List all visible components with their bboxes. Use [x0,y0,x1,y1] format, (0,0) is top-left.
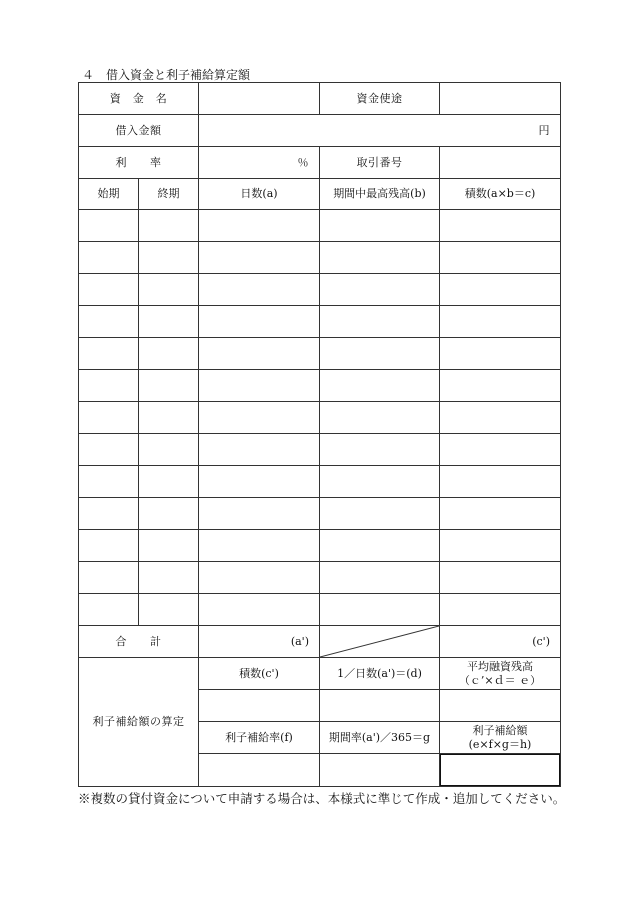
max-balance-field[interactable] [320,338,440,370]
days-field[interactable] [199,498,320,530]
average-balance-field[interactable] [440,690,561,722]
days-field[interactable] [199,370,320,402]
end-date-field[interactable] [139,402,199,434]
end-date-field[interactable] [139,562,199,594]
period-row [79,370,561,402]
interest-rate-label: 利 率 [79,147,199,179]
fund-name-field[interactable] [199,83,320,115]
product-total-field[interactable]: (c') [440,626,561,658]
fund-use-field[interactable] [440,83,561,115]
subsidy-amount-label-line1: 利子補給額 [472,724,528,738]
product-field[interactable] [440,242,561,274]
diagonal-cell [320,626,440,658]
subsidy-amount-field[interactable] [440,754,561,787]
days-total-field[interactable]: (a') [199,626,320,658]
product-field[interactable] [440,210,561,242]
fund-name-label: 資 金 名 [79,83,199,115]
transaction-number-label: 取引番号 [320,147,440,179]
yen-unit: 円 [538,123,550,137]
start-date-field[interactable] [79,274,139,306]
period-row [79,498,561,530]
end-column-header: 終期 [139,179,199,210]
period-row [79,306,561,338]
start-date-field[interactable] [79,242,139,274]
period-row [79,338,561,370]
max-balance-field[interactable] [320,402,440,434]
period-rate-field[interactable] [320,754,440,787]
start-date-field[interactable] [79,306,139,338]
period-row [79,466,561,498]
total-label: 合 計 [79,626,199,658]
product-field[interactable] [440,562,561,594]
product-field[interactable] [440,274,561,306]
days-column-header: 日数(a) [199,179,320,210]
end-date-field[interactable] [139,338,199,370]
average-balance-label-line1: 平均融資残高 [467,660,533,674]
period-row [79,594,561,626]
product-field[interactable] [440,402,561,434]
max-balance-field[interactable] [320,498,440,530]
subsidy-amount-label [440,722,561,754]
max-balance-field[interactable] [320,434,440,466]
period-row [79,530,561,562]
end-date-field[interactable] [139,434,199,466]
start-date-field[interactable] [79,338,139,370]
max-balance-field[interactable] [320,306,440,338]
product-field[interactable] [440,370,561,402]
start-date-field[interactable] [79,530,139,562]
days-field[interactable] [199,402,320,434]
transaction-number-field[interactable] [440,147,561,179]
days-field[interactable] [199,594,320,626]
max-balance-column-header: 期間中最高残高(b) [320,179,440,210]
start-date-field[interactable] [79,466,139,498]
days-field[interactable] [199,434,320,466]
product-field[interactable] [440,434,561,466]
product-field[interactable] [440,338,561,370]
start-date-field[interactable] [79,210,139,242]
period-row [79,274,561,306]
start-date-field[interactable] [79,402,139,434]
fund-use-label: 資金使途 [320,83,440,115]
end-date-field[interactable] [139,370,199,402]
start-column-header: 始期 [79,179,139,210]
days-field[interactable] [199,338,320,370]
loan-fund-table [78,82,561,787]
percent-unit: ％ [297,155,309,169]
end-date-field[interactable] [139,594,199,626]
borrowed-amount-field[interactable] [199,115,561,147]
max-balance-field[interactable] [320,594,440,626]
end-date-field[interactable] [139,466,199,498]
period-row [79,402,561,434]
product-field[interactable] [440,594,561,626]
subsidy-rate-label: 利子補給率(f) [199,722,320,754]
period-row [79,562,561,594]
period-row [79,242,561,274]
start-date-field[interactable] [79,594,139,626]
average-balance-label [440,658,561,690]
start-date-field[interactable] [79,562,139,594]
product-field[interactable] [440,498,561,530]
max-balance-field[interactable] [320,562,440,594]
days-field[interactable] [199,242,320,274]
borrowed-amount-label: 借入金額 [79,115,199,147]
start-date-field[interactable] [79,370,139,402]
days-field[interactable] [199,306,320,338]
days-field[interactable] [199,562,320,594]
max-balance-field[interactable] [320,274,440,306]
start-date-field[interactable] [79,434,139,466]
subsidy-calculation-label: 利子補給額の算定 [79,658,199,787]
max-balance-field[interactable] [320,370,440,402]
max-balance-field[interactable] [320,530,440,562]
days-field[interactable] [199,210,320,242]
subsidy-rate-field[interactable] [199,754,320,787]
period-rate-label: 期間率(a')／365＝g [320,722,440,754]
max-balance-field[interactable] [320,242,440,274]
max-balance-field[interactable] [320,466,440,498]
max-balance-field[interactable] [320,210,440,242]
period-row [79,434,561,466]
end-date-field[interactable] [139,242,199,274]
product-field[interactable] [440,530,561,562]
product-column-header: 積数(a×b＝c) [440,179,561,210]
reciprocal-days-field[interactable] [320,690,440,722]
end-date-field[interactable] [139,210,199,242]
interest-rate-field[interactable] [199,147,320,179]
product-field[interactable] [440,306,561,338]
product-c-field[interactable] [199,690,320,722]
period-row [79,210,561,242]
days-field[interactable] [199,274,320,306]
end-date-field[interactable] [139,530,199,562]
end-date-field[interactable] [139,498,199,530]
diagonal-line [320,626,439,657]
product-field[interactable] [440,466,561,498]
subsidy-amount-label-line2: (e×f×g＝h) [468,737,532,751]
days-field[interactable] [199,530,320,562]
reciprocal-days-label: 1／日数(a')＝(d) [320,658,440,690]
section-heading: ４ 借入資金と利子補給算定額 [82,68,251,82]
days-field[interactable] [199,466,320,498]
start-date-field[interactable] [79,498,139,530]
end-date-field[interactable] [139,274,199,306]
footnote: ※複数の貸付資金について申請する場合は、本様式に準じて作成・追加してください。 [78,791,566,806]
product-c-label: 積数(c') [199,658,320,690]
average-balance-label-line2: （ｃ’×ｄ＝ ｅ） [458,673,542,687]
end-date-field[interactable] [139,306,199,338]
